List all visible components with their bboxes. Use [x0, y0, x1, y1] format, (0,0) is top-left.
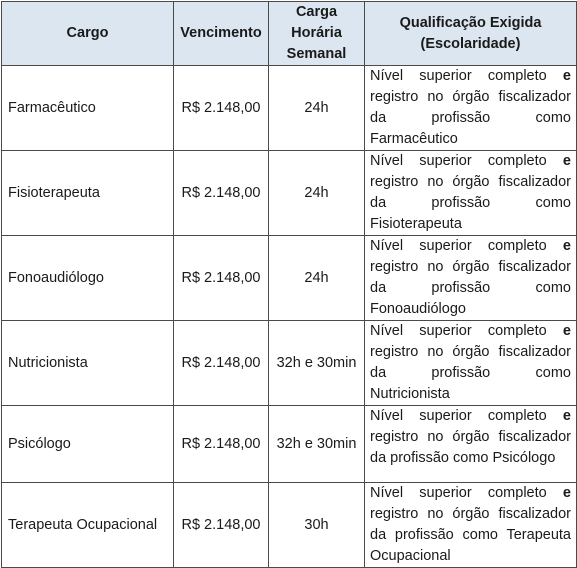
- cell-carga: 24h: [269, 151, 365, 236]
- cell-cargo: Psicólogo: [2, 406, 174, 483]
- header-carga-line3: Semanal: [286, 46, 347, 62]
- table-row: [2, 321, 577, 406]
- cell-cargo: Nutricionista: [2, 321, 174, 406]
- qual-text-b: registro no órgão fiscalizador da profissão como Terapeuta Ocupacional: [370, 506, 571, 564]
- header-carga-horaria: [269, 2, 365, 66]
- cell-carga: 30h: [269, 483, 365, 568]
- qual-text-e: e: [562, 323, 571, 339]
- cell-cargo: Terapeuta Ocupacional: [2, 483, 174, 568]
- qual-text-a: Nível superior completo: [370, 408, 563, 424]
- header-cargo: Cargo: [2, 2, 174, 66]
- qual-text-e: e: [562, 408, 571, 424]
- qual-text-e: e: [562, 153, 571, 169]
- table-row: [2, 236, 577, 321]
- cell-vencimento: R$ 2.148,00: [174, 483, 269, 568]
- cell-qualificacao: [365, 236, 577, 321]
- header-vencimento: Vencimento: [174, 2, 269, 66]
- cell-qualificacao: [365, 483, 577, 568]
- qual-text-a: Nível superior completo: [370, 238, 563, 254]
- cell-cargo: Farmacêutico: [2, 66, 174, 151]
- cell-qualificacao: [365, 151, 577, 236]
- cell-carga: 24h: [269, 66, 365, 151]
- qual-text-b: registro no órgão fiscalizador da profissão como Nutricionista: [370, 344, 571, 402]
- cell-cargo: Fonoaudiólogo: [2, 236, 174, 321]
- qual-text-b: registro no órgão fiscalizador da profissão como Farmacêutico: [370, 89, 571, 147]
- cell-qualificacao: [365, 321, 577, 406]
- qual-text-a: Nível superior completo: [370, 153, 563, 169]
- table-row: [2, 66, 577, 151]
- table-row: [2, 406, 577, 483]
- cell-vencimento: R$ 2.148,00: [174, 236, 269, 321]
- qual-text-e: e: [562, 485, 571, 501]
- cell-qualificacao: [365, 66, 577, 151]
- cargos-table: [1, 1, 577, 568]
- cell-qualificacao: [365, 406, 577, 483]
- cell-vencimento: R$ 2.148,00: [174, 151, 269, 236]
- cell-vencimento: R$ 2.148,00: [174, 66, 269, 151]
- qual-text-a: Nível superior completo: [370, 485, 563, 501]
- qual-text-a: Nível superior completo: [370, 68, 563, 84]
- qual-text-b: registro no órgão fiscalizador da profissão como Psicólogo: [370, 429, 571, 466]
- cell-vencimento: R$ 2.148,00: [174, 406, 269, 483]
- header-carga-line2: Horária: [291, 25, 342, 41]
- cell-vencimento: R$ 2.148,00: [174, 321, 269, 406]
- table-row: [2, 151, 577, 236]
- cell-carga: 32h e 30min: [269, 406, 365, 483]
- cell-cargo: Fisioterapeuta: [2, 151, 174, 236]
- header-row: [2, 2, 577, 66]
- cell-carga: 24h: [269, 236, 365, 321]
- header-carga-line1: Carga: [295, 4, 338, 20]
- qual-text-b: registro no órgão fiscalizador da profissão como Fisioterapeuta: [370, 174, 571, 232]
- table-row: [2, 483, 577, 568]
- header-qual-line1: Qualificação Exigida: [399, 14, 542, 31]
- cell-carga: 32h e 30min: [269, 321, 365, 406]
- header-qual-line2: (Escolaridade): [420, 35, 521, 52]
- qual-text-e: e: [562, 68, 571, 84]
- qual-text-e: e: [562, 238, 571, 254]
- qual-text-a: Nível superior completo: [370, 323, 563, 339]
- header-qualificacao: [365, 2, 577, 66]
- qual-text-b: registro no órgão fiscalizador da profissão como Fonoaudiólogo: [370, 259, 571, 317]
